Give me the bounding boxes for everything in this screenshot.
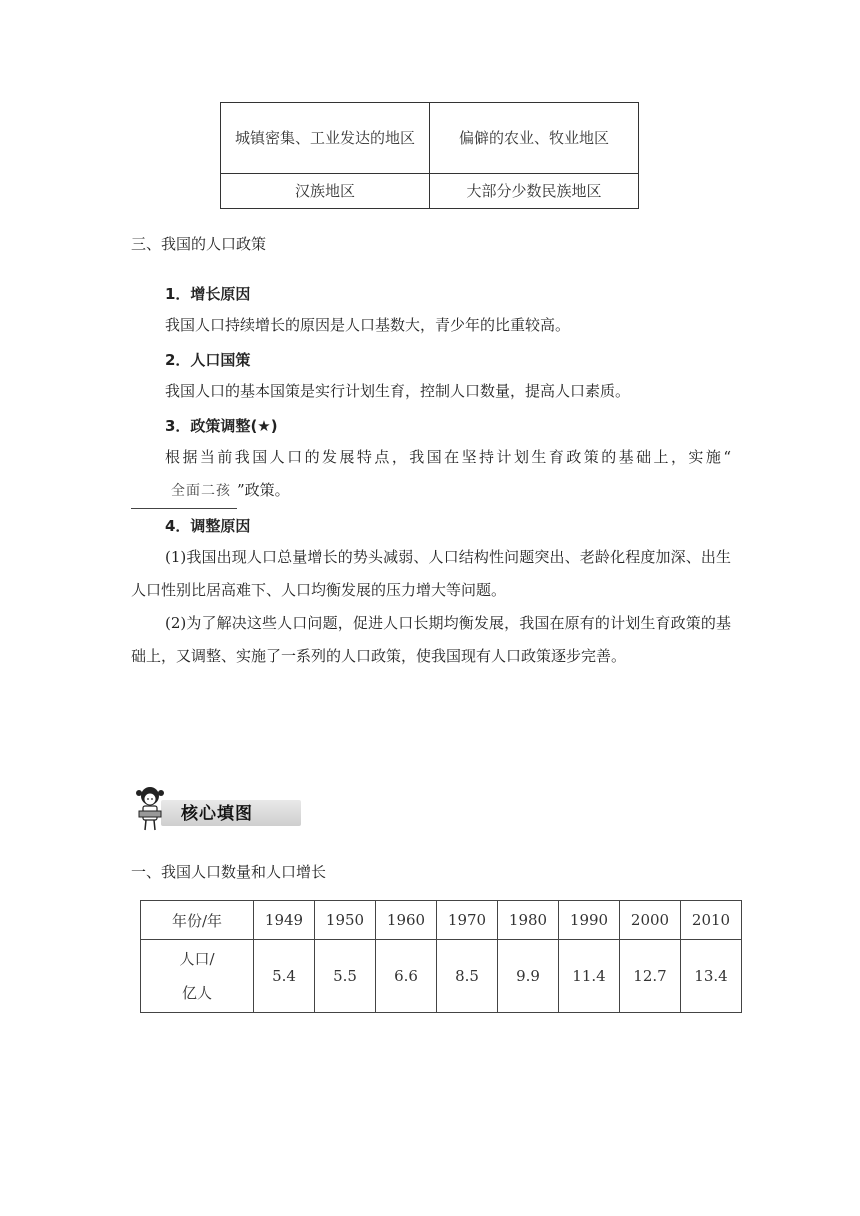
subheading: 2．人口国策 bbox=[165, 351, 251, 369]
section-title: 一、我国人口数量和人口增长 bbox=[131, 863, 327, 881]
region-comparison-table bbox=[220, 102, 639, 209]
paragraph: 我国人口的基本国策是实行计划生育，控制人口数量，提高人口素质。 bbox=[165, 382, 631, 400]
table-cell: 城镇密集、工业发达的地区 bbox=[221, 103, 430, 174]
value-cell: 13.4 bbox=[681, 940, 742, 1013]
section-title: 三、我国的人口政策 bbox=[131, 235, 267, 253]
value-cell: 11.4 bbox=[559, 940, 620, 1013]
value-cell: 6.6 bbox=[376, 940, 437, 1013]
year-cell: 1949 bbox=[254, 901, 315, 940]
year-cell: 1950 bbox=[315, 901, 376, 940]
subheading: 4．调整原因 bbox=[165, 517, 251, 535]
table-row bbox=[141, 940, 742, 1013]
value-cell: 5.5 bbox=[315, 940, 376, 1013]
paragraph: (2)为了解决这些人口问题，促进人口长期均衡发展，我国在原有的计划生育政策的基础上，又调整、实施了一系列的人口政策，使我国现有人口政策逐步完善。 bbox=[131, 614, 731, 665]
paragraph: (1)我国出现人口总量增长的势头减弱、人口结构性问题突出、老龄化程度加深、出生人口性别比居高难下、人口均衡发展的压力增大等问题。 bbox=[131, 548, 731, 599]
year-cell: 1990 bbox=[559, 901, 620, 940]
subheading: 1．增长原因 bbox=[165, 285, 251, 303]
value-cell: 12.7 bbox=[620, 940, 681, 1013]
table-row bbox=[141, 901, 742, 940]
table-header-cell: 人口/ 亿人 bbox=[141, 940, 254, 1013]
answer-blank: 全面二孩 bbox=[131, 475, 237, 509]
value-cell: 8.5 bbox=[437, 940, 498, 1013]
year-cell: 2000 bbox=[620, 901, 681, 940]
subheading: 3．政策调整(★) bbox=[165, 417, 278, 435]
table-row bbox=[221, 174, 639, 209]
table-header-cell: 年份/年 bbox=[141, 901, 254, 940]
year-cell: 2010 bbox=[681, 901, 742, 940]
paragraph: 根据当前我国人口的发展特点，我国在坚持计划生育政策的基础上，实施“全面二孩 ”政策。 bbox=[131, 441, 731, 509]
table-cell: 汉族地区 bbox=[221, 174, 430, 209]
year-cell: 1980 bbox=[498, 901, 559, 940]
year-cell: 1970 bbox=[437, 901, 498, 940]
value-cell: 9.9 bbox=[498, 940, 559, 1013]
value-cell: 5.4 bbox=[254, 940, 315, 1013]
table-cell: 偏僻的农业、牧业地区 bbox=[430, 103, 639, 174]
girl-reading-icon bbox=[133, 786, 167, 832]
table-row bbox=[221, 103, 639, 174]
population-table bbox=[140, 900, 742, 1013]
year-cell: 1960 bbox=[376, 901, 437, 940]
table-cell: 大部分少数民族地区 bbox=[430, 174, 639, 209]
banner-title: 核心填图 bbox=[181, 804, 253, 824]
core-banner bbox=[133, 786, 303, 832]
paragraph: 我国人口持续增长的原因是人口基数大，青少年的比重较高。 bbox=[165, 316, 571, 334]
